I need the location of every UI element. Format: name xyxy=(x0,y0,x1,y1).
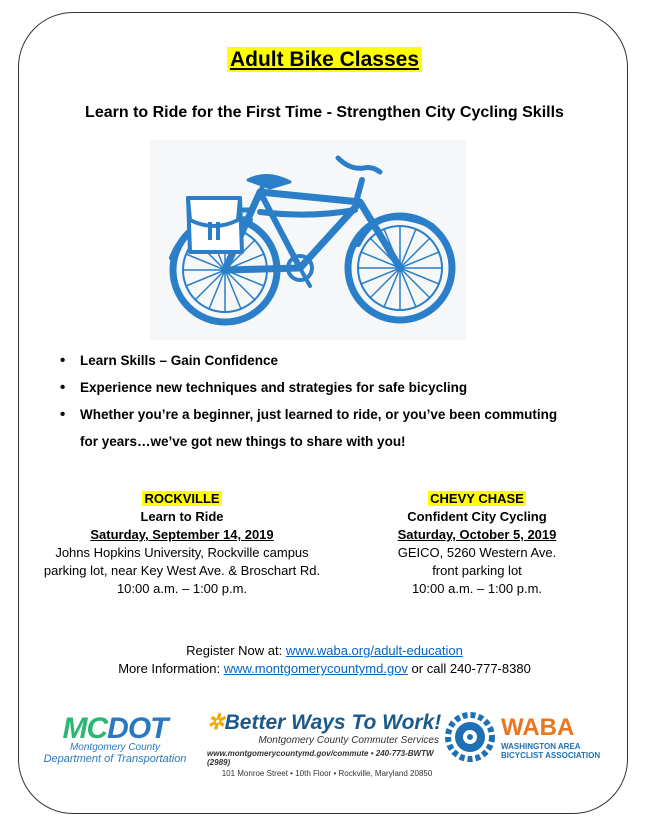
list-item: • Experience new techniques and strategies for safe bicycling xyxy=(58,374,618,401)
venue-line: parking lot, near Key West Ave. & Broschart Rd. xyxy=(43,563,321,578)
list-item: • Whether you’re a beginner, just learned to ride, or you’ve been commuting for years…we’ve got new things to share with you! xyxy=(58,401,618,455)
location-label: CHEVY CHASE xyxy=(430,491,524,506)
bicycle-icon xyxy=(150,140,466,340)
page-subtitle: Learn to Ride for the First Time - Strengthen City Cycling Skills xyxy=(85,104,564,121)
waba-logo: WABA WASHINGTON AREA BICYCLIST ASSOCIATION xyxy=(443,708,613,768)
class-chevy-chase xyxy=(352,490,602,598)
sponsor-logos xyxy=(35,700,615,790)
register-link[interactable]: www.waba.org/adult-education xyxy=(285,643,463,658)
info-line: More Information: www.montgomerycountymd.gov or call 240-777-8380 xyxy=(118,661,531,676)
register-line: Register Now at: www.waba.org/adult-education xyxy=(186,643,463,658)
registration-info xyxy=(0,642,649,678)
class-time: 10:00 a.m. – 1:00 p.m. xyxy=(411,581,543,596)
venue-line: front parking lot xyxy=(432,563,522,578)
mcdot-logo: MCDOT Montgomery County Department of Transportation xyxy=(43,712,187,765)
bicycle-illustration xyxy=(150,140,466,340)
venue-line: Johns Hopkins University, Rockville campus xyxy=(55,545,309,560)
page-title: Adult Bike Classes xyxy=(0,48,649,72)
class-name: Learn to Ride xyxy=(140,509,224,524)
star-icon: ✲ xyxy=(207,711,225,734)
feature-list xyxy=(58,347,618,455)
class-date: Saturday, October 5, 2019 xyxy=(397,527,557,542)
class-name: Confident City Cycling xyxy=(407,509,547,524)
venue-line: GEICO, 5260 Western Ave. xyxy=(397,545,557,560)
gear-icon xyxy=(443,710,497,764)
class-date: Saturday, September 14, 2019 xyxy=(90,527,274,542)
class-rockville xyxy=(32,490,332,598)
location-label: ROCKVILLE xyxy=(144,491,220,506)
list-item: • Learn Skills – Gain Confidence xyxy=(58,347,618,374)
info-link[interactable]: www.montgomerycountymd.gov xyxy=(223,661,408,676)
class-time: 10:00 a.m. – 1:00 p.m. xyxy=(116,581,248,596)
better-ways-to-work-logo: ✲Better Ways To Work! Montgomery County Commuter Services www.montgomerycountymd.gov/commute • 240-773-BWTW (2989) 101 Monroe Street • 10th Floor • Rockville, Maryland 20850 xyxy=(207,711,442,778)
